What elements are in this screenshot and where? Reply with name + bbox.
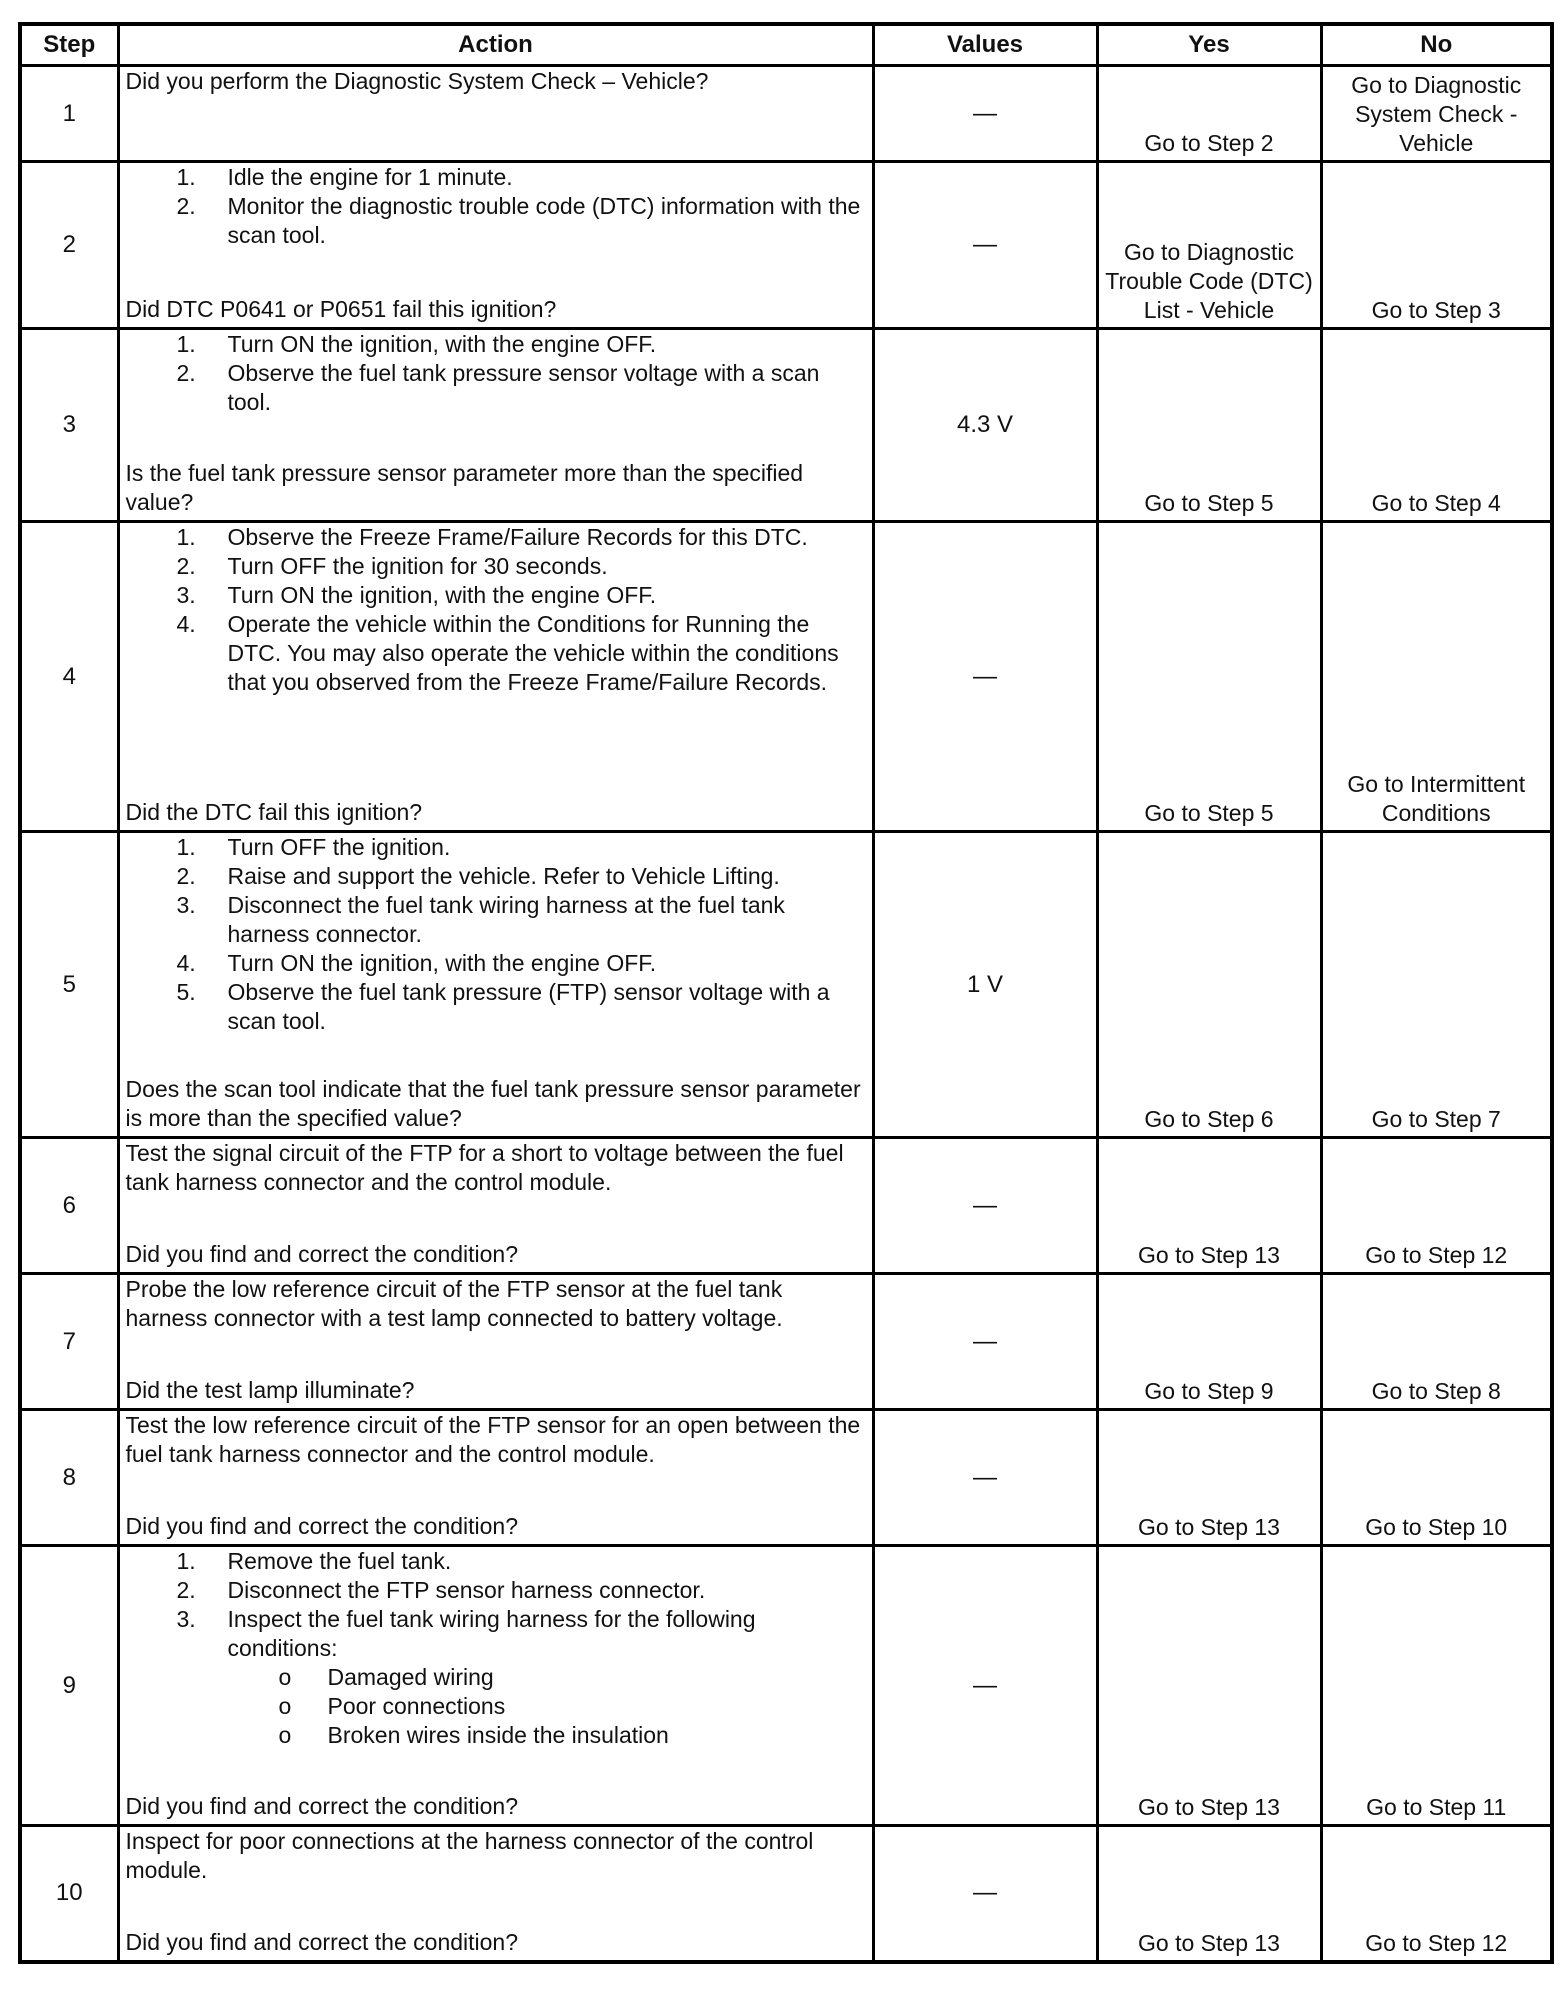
values-cell: — (873, 1826, 1097, 1962)
no-action-link[interactable]: Go to Step 4 (1321, 329, 1552, 522)
step-number: 3 (20, 329, 118, 522)
action-cell (118, 522, 873, 832)
action-instructions (126, 163, 864, 250)
list-item (126, 1576, 864, 1605)
list-text: Operate the vehicle within the Conditions for Running the DTC. You may also operate the vehicle within the conditions that you observed from the Freeze Frame/Failure Records. (227, 611, 839, 695)
list-item (126, 610, 864, 697)
list-item (126, 891, 864, 949)
list-number: 1. (176, 331, 196, 357)
list-item (126, 949, 864, 978)
action-text: Did you perform the Diagnostic System Check – Vehicle? (125, 68, 709, 94)
action-question: Did the DTC fail this ignition? (125, 799, 423, 825)
list-text: Turn ON the ignition, with the engine OFF. (227, 950, 657, 976)
action-question: Did the test lamp illuminate? (125, 1377, 415, 1403)
table-row (20, 1826, 1552, 1962)
list-number: 5. (176, 979, 196, 1005)
numbered-steps (126, 523, 864, 697)
list-text: Raise and support the vehicle. Refer to Vehicle Lifting. (227, 863, 780, 889)
action-cell (118, 1826, 873, 1962)
list-number: 3. (176, 1606, 196, 1632)
action-question: Did you find and correct the condition? (125, 1929, 519, 1955)
header-row (20, 24, 1552, 66)
action-question: Did DTC P0641 or P0651 fail this ignition? (125, 296, 557, 322)
list-item (126, 1605, 864, 1663)
values-cell: — (873, 522, 1097, 832)
list-number: 2. (176, 863, 196, 889)
values-cell: 1 V (873, 832, 1097, 1138)
action-instructions (126, 1411, 864, 1469)
list-number: 2. (176, 553, 196, 579)
yes-action-link[interactable]: Go to Step 6 (1097, 832, 1321, 1138)
action-instructions (126, 1275, 864, 1333)
action-cell (118, 162, 873, 329)
action-cell (118, 66, 873, 162)
table-row (20, 1546, 1552, 1826)
step-number: 2 (20, 162, 118, 329)
list-text: Turn ON the ignition, with the engine OFF. (227, 331, 657, 357)
list-text: Inspect the fuel tank wiring harness for the following conditions: (227, 1606, 756, 1661)
table-row (20, 832, 1552, 1138)
step-number: 8 (20, 1410, 118, 1546)
step-number: 1 (20, 66, 118, 162)
header-no: No (1321, 24, 1552, 66)
list-item (126, 192, 864, 250)
list-text: Broken wires inside the insulation (327, 1722, 669, 1748)
step-number: 7 (20, 1274, 118, 1410)
action-instructions (126, 833, 864, 1036)
list-text: Idle the engine for 1 minute. (227, 164, 513, 190)
list-text: Observe the fuel tank pressure sensor voltage with a scan tool. (227, 360, 820, 415)
list-item (126, 359, 864, 417)
action-instructions (126, 1139, 864, 1197)
table-row (20, 1410, 1552, 1546)
numbered-steps (126, 833, 864, 1036)
yes-action-link[interactable]: Go to Diagnostic Trouble Code (DTC) List - Vehicle (1097, 162, 1321, 329)
numbered-steps (126, 330, 864, 417)
list-item (126, 552, 864, 581)
action-text: Probe the low reference circuit of the FTP sensor at the fuel tank harness connector with a test lamp connected to battery voltage. (125, 1276, 783, 1331)
action-instructions (126, 67, 864, 96)
action-text: Test the signal circuit of the FTP for a short to voltage between the fuel tank harness connector and the control module. (125, 1140, 844, 1195)
list-item (126, 581, 864, 610)
action-instructions (126, 523, 864, 697)
list-number: 3. (176, 892, 196, 918)
list-item (126, 1721, 864, 1750)
action-cell (118, 329, 873, 522)
list-number: 4. (176, 611, 196, 637)
action-text: Inspect for poor connections at the harness connector of the control module. (125, 1828, 814, 1883)
list-item (126, 163, 864, 192)
list-number: 2. (176, 360, 196, 386)
list-item (126, 330, 864, 359)
list-number: 1. (176, 1548, 196, 1574)
bullet-icon: o (278, 1722, 292, 1748)
no-action-link[interactable]: Go to Step 12 (1321, 1826, 1552, 1962)
yes-action-link[interactable]: Go to Step 13 (1097, 1138, 1321, 1274)
header-values: Values (873, 24, 1097, 66)
values-cell: — (873, 1274, 1097, 1410)
yes-action-link[interactable]: Go to Step 13 (1097, 1546, 1321, 1826)
list-text: Observe the Freeze Frame/Failure Records for this DTC. (227, 524, 808, 550)
list-text: Turn OFF the ignition. (227, 834, 451, 860)
action-cell (118, 1410, 873, 1546)
numbered-steps (126, 1547, 864, 1663)
table-row (20, 66, 1552, 162)
table-row (20, 1274, 1552, 1410)
action-text: Test the low reference circuit of the FTP sensor for an open between the fuel tank harness connector and the control module. (125, 1412, 861, 1467)
list-item (126, 1692, 864, 1721)
list-item (126, 1547, 864, 1576)
action-question: Does the scan tool indicate that the fuel tank pressure sensor parameter is more than the specified value? (125, 1076, 861, 1131)
bullet-icon: o (278, 1664, 292, 1690)
no-action-link[interactable]: Go to Intermittent Conditions (1321, 522, 1552, 832)
no-action-link[interactable]: Go to Diagnostic System Check - Vehicle (1321, 66, 1552, 162)
values-cell: — (873, 1410, 1097, 1546)
no-action-link[interactable]: Go to Step 3 (1321, 162, 1552, 329)
list-text: Turn OFF the ignition for 30 seconds. (227, 553, 608, 579)
values-cell: — (873, 66, 1097, 162)
values-cell: 4.3 V (873, 329, 1097, 522)
diagnostic-table (18, 22, 1554, 1964)
yes-action-link[interactable]: Go to Step 13 (1097, 1410, 1321, 1546)
yes-action-link[interactable]: Go to Step 2 (1097, 66, 1321, 162)
list-number: 3. (176, 582, 196, 608)
step-number: 10 (20, 1826, 118, 1962)
list-number: 1. (176, 524, 196, 550)
table-row (20, 522, 1552, 832)
list-text: Observe the fuel tank pressure (FTP) sensor voltage with a scan tool. (227, 979, 830, 1034)
list-number: 1. (176, 834, 196, 860)
no-action-link[interactable]: Go to Step 11 (1321, 1546, 1552, 1826)
no-action-link[interactable]: Go to Step 8 (1321, 1274, 1552, 1410)
no-action-link[interactable]: Go to Step 7 (1321, 832, 1552, 1138)
step-number: 6 (20, 1138, 118, 1274)
list-text: Remove the fuel tank. (227, 1548, 452, 1574)
list-number: 1. (176, 164, 196, 190)
yes-action-link[interactable]: Go to Step 5 (1097, 522, 1321, 832)
bullet-list (126, 1663, 864, 1750)
header-yes: Yes (1097, 24, 1321, 66)
step-number: 4 (20, 522, 118, 832)
numbered-steps (126, 163, 864, 250)
action-question: Did you find and correct the condition? (125, 1793, 519, 1819)
list-number: 4. (176, 950, 196, 976)
header-step: Step (20, 24, 118, 66)
action-question: Did you find and correct the condition? (125, 1241, 519, 1267)
no-action-link[interactable]: Go to Step 10 (1321, 1410, 1552, 1546)
bullet-icon: o (278, 1693, 292, 1719)
list-item (126, 1663, 864, 1692)
action-instructions (126, 1827, 864, 1885)
table-row (20, 162, 1552, 329)
action-question: Did you find and correct the condition? (125, 1513, 519, 1539)
no-action-link[interactable]: Go to Step 12 (1321, 1138, 1552, 1274)
list-text: Poor connections (327, 1693, 506, 1719)
list-text: Turn ON the ignition, with the engine OFF. (227, 582, 657, 608)
table-row (20, 1138, 1552, 1274)
list-item (126, 862, 864, 891)
action-cell (118, 1546, 873, 1826)
action-cell (118, 1274, 873, 1410)
table-row (20, 329, 1552, 522)
list-text: Disconnect the FTP sensor harness connector. (227, 1577, 706, 1603)
list-text: Damaged wiring (327, 1664, 494, 1690)
header-action: Action (118, 24, 873, 66)
values-cell: — (873, 1546, 1097, 1826)
yes-action-link[interactable]: Go to Step 9 (1097, 1274, 1321, 1410)
step-number: 5 (20, 832, 118, 1138)
yes-action-link[interactable]: Go to Step 13 (1097, 1826, 1321, 1962)
list-text: Disconnect the fuel tank wiring harness at the fuel tank harness connector. (227, 892, 785, 947)
values-cell: — (873, 162, 1097, 329)
action-instructions (126, 330, 864, 417)
list-item (126, 523, 864, 552)
list-item (126, 833, 864, 862)
values-cell: — (873, 1138, 1097, 1274)
list-number: 2. (176, 193, 196, 219)
step-number: 9 (20, 1546, 118, 1826)
yes-action-link[interactable]: Go to Step 5 (1097, 329, 1321, 522)
action-question: Is the fuel tank pressure sensor parameter more than the specified value? (125, 460, 804, 515)
list-number: 2. (176, 1577, 196, 1603)
action-instructions (126, 1547, 864, 1750)
list-text: Monitor the diagnostic trouble code (DTC) information with the scan tool. (227, 193, 861, 248)
list-item (126, 978, 864, 1036)
action-cell (118, 1138, 873, 1274)
action-cell (118, 832, 873, 1138)
